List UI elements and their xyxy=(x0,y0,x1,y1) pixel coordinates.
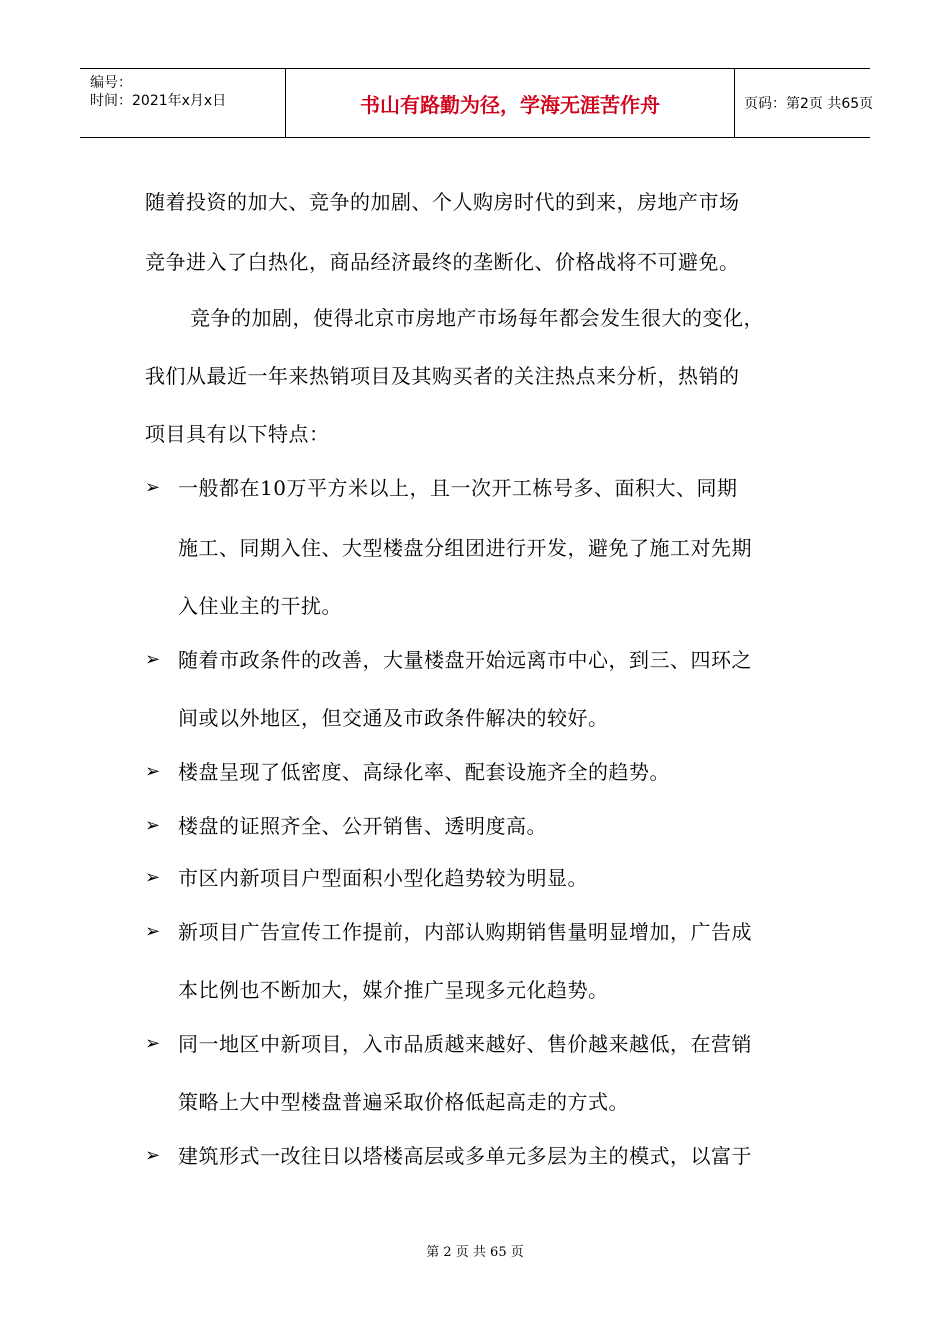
bullet-arrow-icon: ➢ xyxy=(145,1145,161,1166)
para1-line-1: 随着投资的加大、竞争的加剧、个人购房时代的到来，房地产市场 xyxy=(145,190,740,214)
bullet-arrow-icon: ➢ xyxy=(145,477,161,498)
bullet-3-line-1: 楼盘呈现了低密度、高绿化率、配套设施齐全的趋势。 xyxy=(178,760,670,784)
bullet-1-line-3: 入住业主的干扰。 xyxy=(178,594,342,618)
bullet-5-line-1: 市区内新项目户型面积小型化趋势较为明显。 xyxy=(178,866,588,890)
header-motto: 书山有路勤为径，学海无涯苦作舟 xyxy=(360,93,660,117)
bullet-arrow-icon: ➢ xyxy=(145,867,161,888)
number-label: 编号： xyxy=(90,75,132,91)
bullet-4-line-1: 楼盘的证照齐全、公开销售、透明度高。 xyxy=(178,814,547,838)
time-label: 时间：2021年x月x日 xyxy=(90,93,227,109)
para1-line-2: 竞争进入了白热化，商品经济最终的垄断化、价格战将不可避免。 xyxy=(145,250,740,274)
para2-line-1: 竞争的加剧，使得北京市房地产市场每年都会发生很大的变化， xyxy=(190,306,764,330)
bullet-6-line-1: 新项目广告宣传工作提前，内部认购期销售量明显增加，广告成 xyxy=(178,920,752,944)
bullet-arrow-icon: ➢ xyxy=(145,921,161,942)
header-motto-cell xyxy=(285,69,735,137)
bullet-1-line-1: 一般都在10万平方米以上，且一次开工栋号多、面积大、同期 xyxy=(178,476,738,500)
bullet-8-line-1: 建筑形式一改往日以塔楼高层或多单元多层为主的模式，以富于 xyxy=(178,1144,752,1168)
header-page-info: 页码：第2页 共65页 xyxy=(744,96,874,112)
bullet-2-line-2: 间或以外地区，但交通及市政条件解决的较好。 xyxy=(178,706,609,730)
header-page-cell xyxy=(734,69,874,137)
bullet-6-line-2: 本比例也不断加大，媒介推广呈现多元化趋势。 xyxy=(178,978,609,1002)
page-footer: 第 2 页 共 65 页 xyxy=(426,1245,524,1260)
bullet-2-line-1: 随着市政条件的改善，大量楼盘开始远离市中心，到三、四环之 xyxy=(178,648,752,672)
bullet-1-line-2: 施工、同期入住、大型楼盘分组团进行开发，避免了施工对先期 xyxy=(178,536,752,560)
bullet-7-line-2: 策略上大中型楼盘普遍采取价格低起高走的方式。 xyxy=(178,1090,629,1114)
para2-line-3: 项目具有以下特点： xyxy=(145,422,330,446)
header-meta-cell xyxy=(80,69,285,137)
header-table xyxy=(80,68,874,138)
bullet-arrow-icon: ➢ xyxy=(145,815,161,836)
bullet-7-line-1: 同一地区中新项目，入市品质越来越好、售价越来越低，在营销 xyxy=(178,1032,752,1056)
bullet-arrow-icon: ➢ xyxy=(145,1033,161,1054)
bullet-arrow-icon: ➢ xyxy=(145,649,161,670)
bullet-arrow-icon: ➢ xyxy=(145,761,161,782)
para2-line-2: 我们从最近一年来热销项目及其购买者的关注热点来分析，热销的 xyxy=(145,364,740,388)
